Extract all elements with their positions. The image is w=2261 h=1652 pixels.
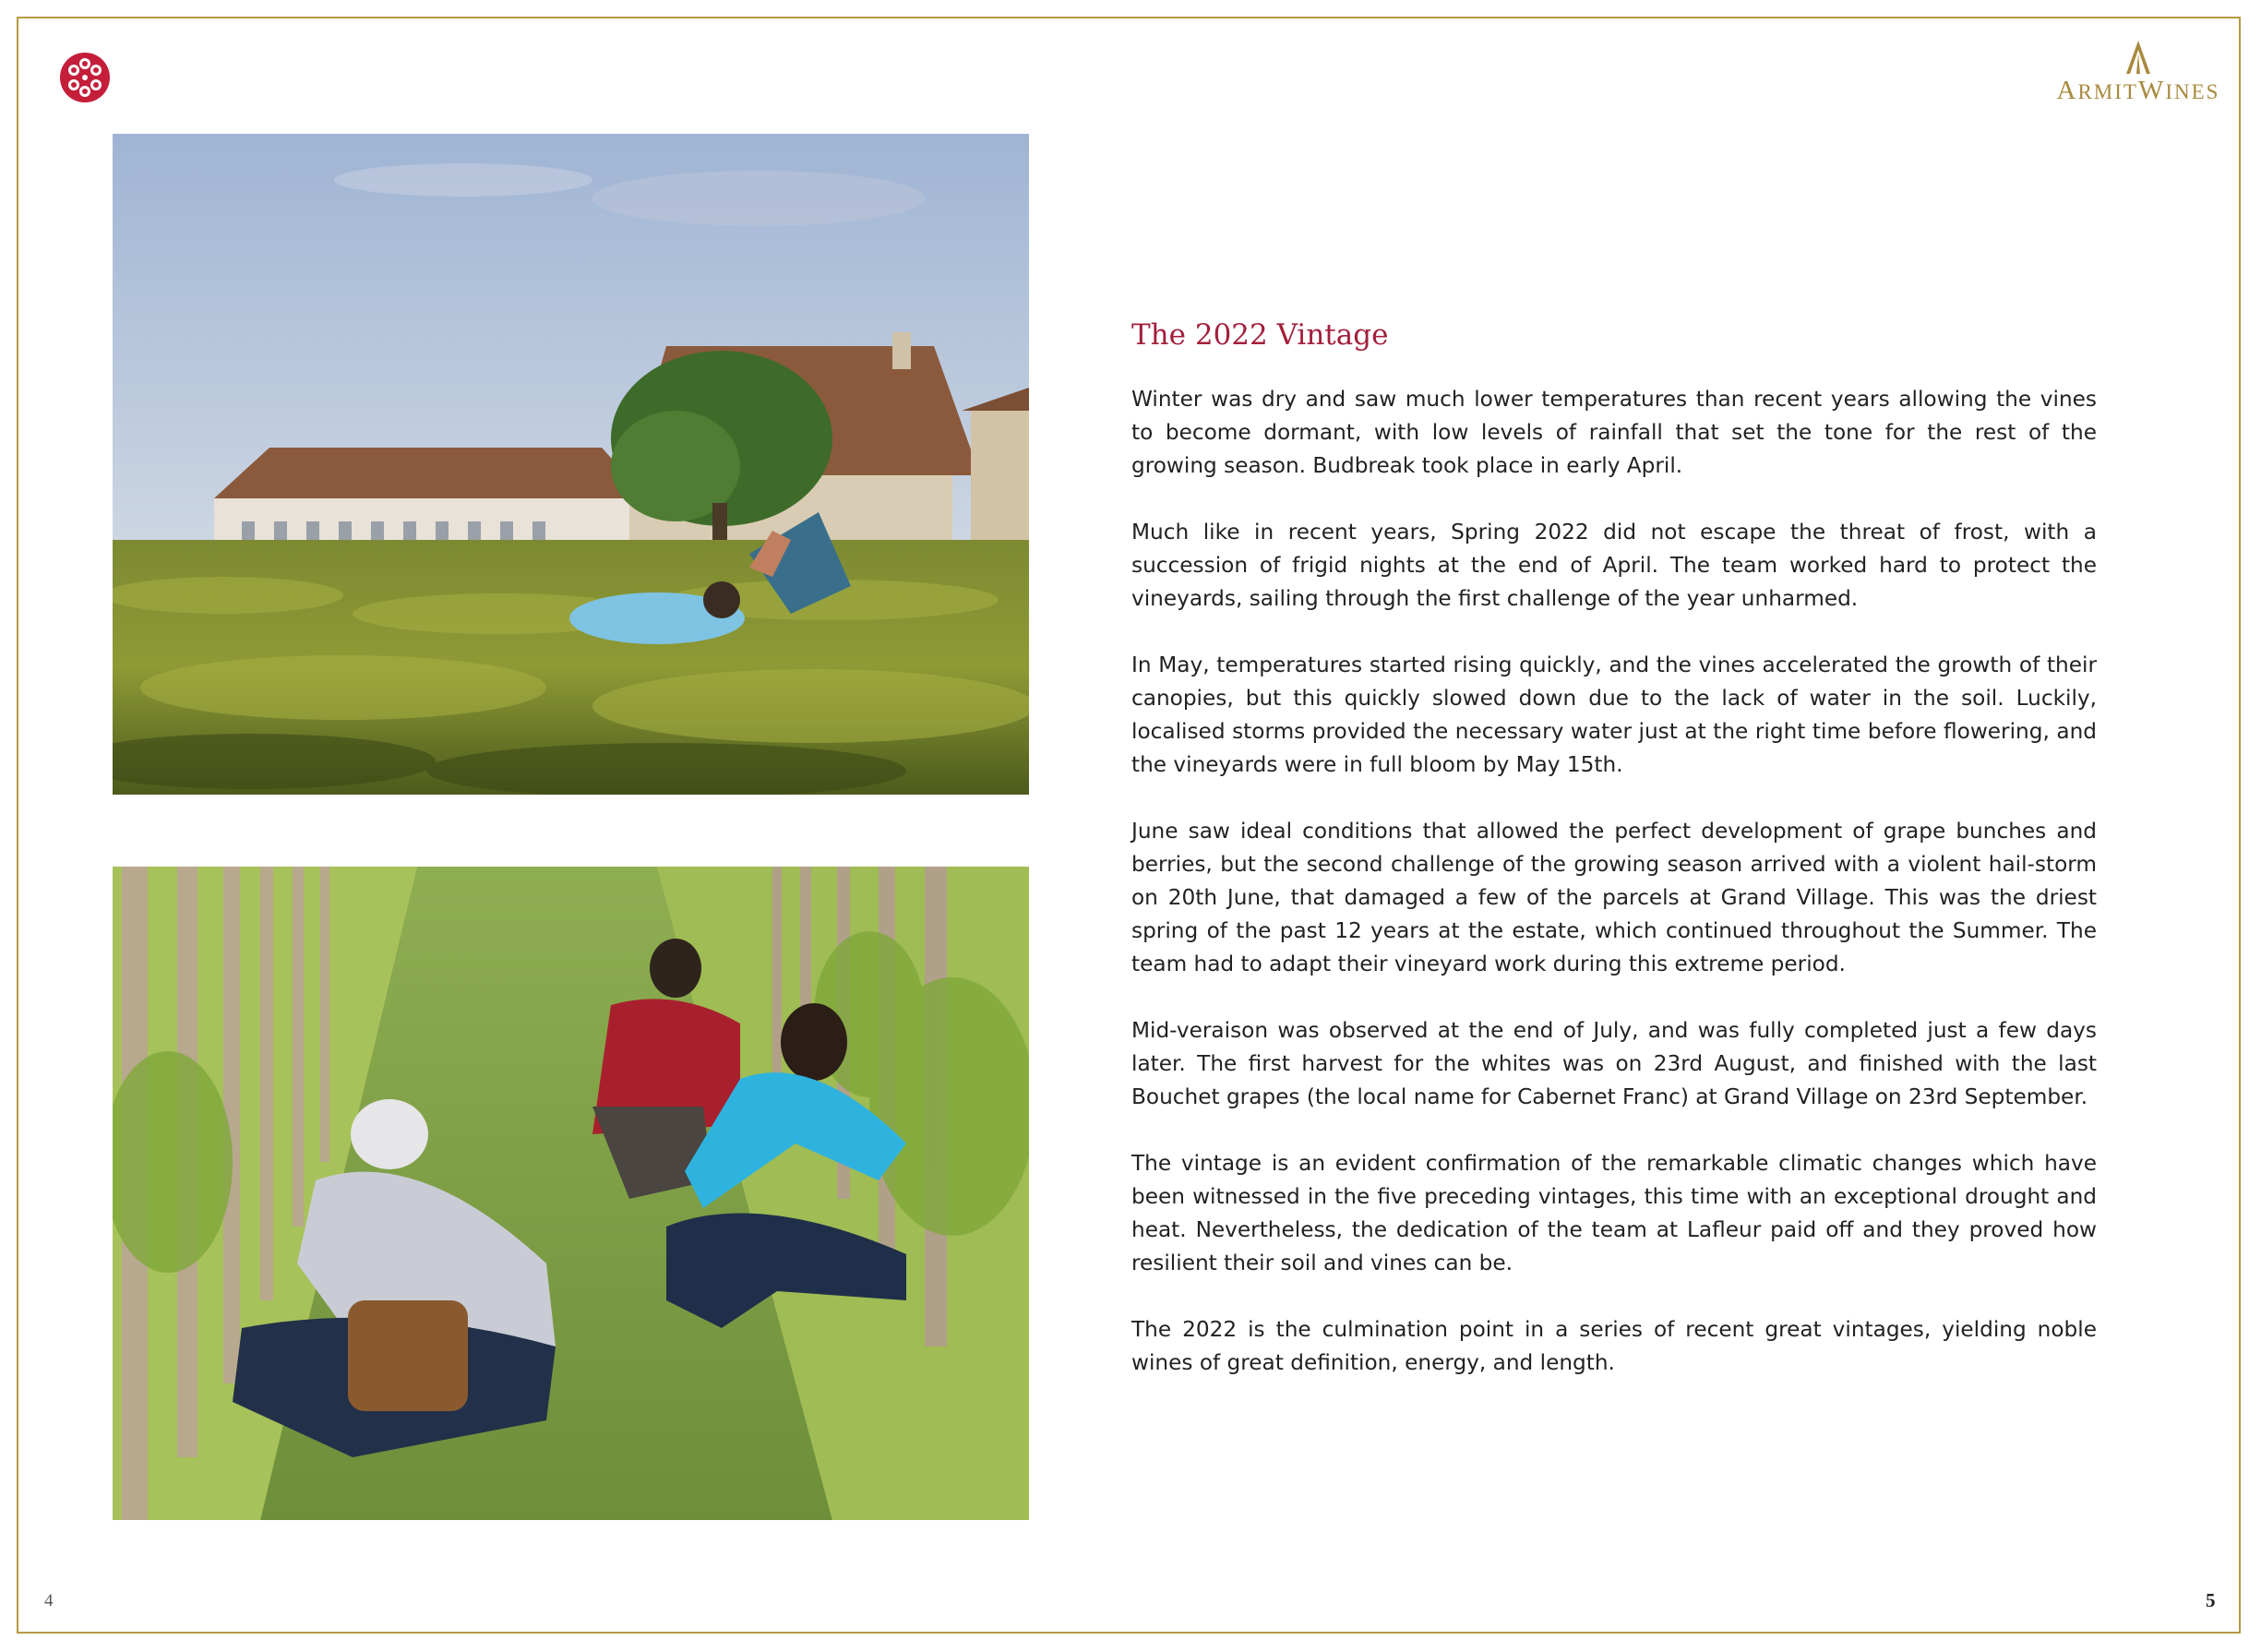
article-paragraph: The vintage is an evident confirmation of the remarkable climatic changes which have been witnessed in the five preceding vintages, this time with an exceptional drought and heat. Nevertheless, the dedication of the team at Lafleur paid off and they proved how resilient their soil and vines can be.: [1131, 1151, 2097, 1275]
vineyard-workers-photo: [113, 867, 1029, 1520]
page-number-right: 5: [2206, 1589, 2216, 1611]
brand-logo: [2051, 41, 2226, 110]
article-title: The 2022 Vintage: [1131, 318, 1389, 352]
armit-a-logo-icon: [2124, 41, 2152, 74]
rosette-logo-icon: [59, 52, 111, 103]
article-paragraph: Much like in recent years, Spring 2022 did not escape the threat of frost, with a succession of frigid nights at the end of April. The team worked hard to protect the vineyards, sailing through the first challenge of the year unharmed.: [1131, 520, 2097, 611]
chateau-vineyard-photo: [113, 134, 1029, 795]
article-paragraph: In May, temperatures started rising quickly, and the vines accelerated the growth of their canopies, but this quickly slowed down due to the lack of water in the soil. Luckily, localised storms provided the necessary water just at the right time before flowering, and the vineyards were in full bloom by May 15th.: [1131, 652, 2097, 777]
article: [1131, 318, 2097, 1413]
article-paragraph: The 2022 is the culmination point in a series of recent great vintages, yielding noble wines of great definition, energy, and length.: [1131, 1317, 2097, 1375]
page-number-left: 4: [44, 1591, 54, 1610]
article-paragraph: June saw ideal conditions that allowed the perfect development of grape bunches and berries, but the second challenge of the growing season arrived with a violent hail-storm on 20th June, that damaged a few of the parcels at Grand Village. This was the driest spring of the past 12 years at the estate, which continued throughout the Summer. The team had to adapt their vineyard work during this extreme period.: [1131, 819, 2097, 976]
article-paragraph: Mid-veraison was observed at the end of July, and was fully completed just a few days later. The first harvest for the whites was on 23rd August, and finished with the last Bouchet grapes (the local name for Cabernet Franc) at Grand Village on 23rd September.: [1131, 1018, 2097, 1109]
brand-wordmark: ARMITWINES: [2056, 76, 2220, 105]
article-paragraph: Winter was dry and saw much lower temperatures than recent years allowing the vines to become dormant, with low levels of rainfall that set the tone for the rest of the growing season. Budbreak took place in early April.: [1131, 387, 2097, 478]
